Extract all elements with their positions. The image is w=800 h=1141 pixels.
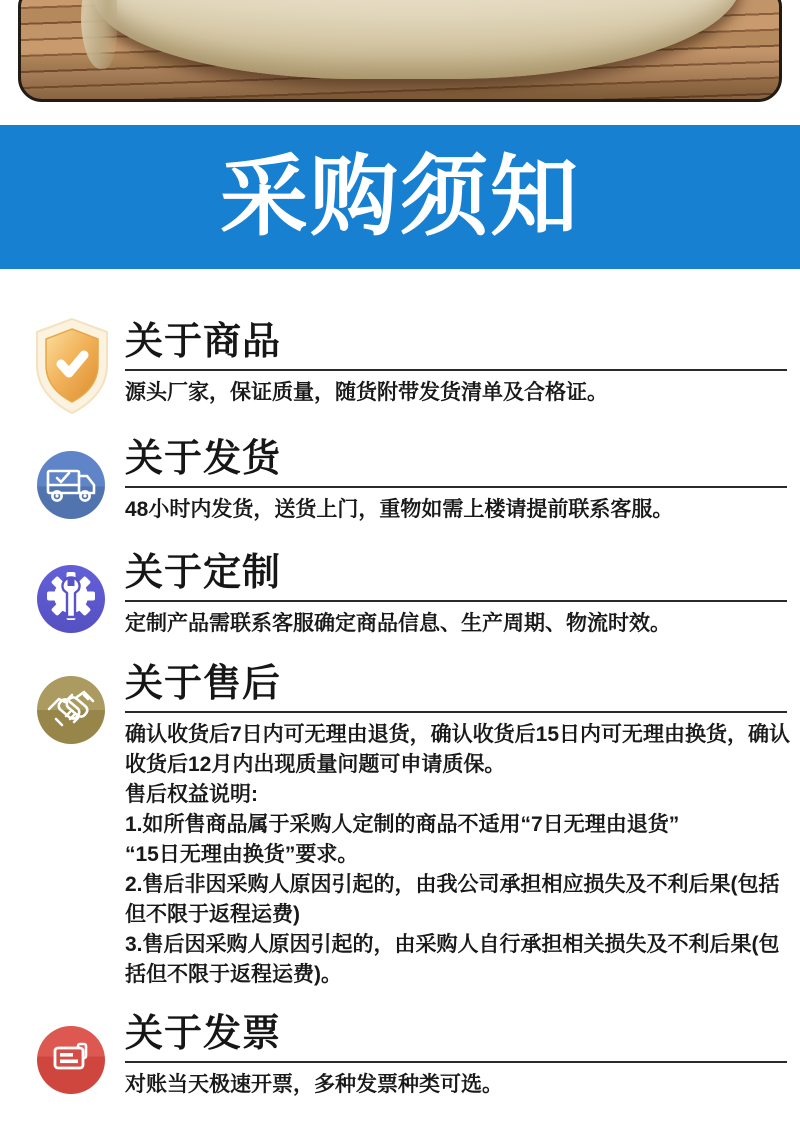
body-line: 但不限于返程运费)	[125, 903, 300, 926]
body-line: 对账当天极速开票，多种发票种类可选。	[125, 1073, 503, 1096]
gear-wrench-icon	[36, 564, 106, 634]
section-about-invoice	[0, 1012, 800, 1100]
handshake-icon	[36, 675, 106, 745]
body-line: 1.如所售商品属于采购人定制的商品不适用“7日无理由退货”	[125, 813, 680, 836]
section-about-aftersales	[0, 662, 800, 990]
section-title: 关于定制	[125, 552, 282, 594]
body-line: 3.售后因采购人原因引起的，由采购人自行承担相关损失及不利后果(包	[125, 933, 780, 956]
section-body	[125, 720, 791, 990]
section-about-product	[0, 320, 800, 408]
body-line: 售后权益说明:	[125, 783, 258, 806]
bag-fold-highlight	[81, 0, 117, 69]
section-body	[125, 495, 787, 525]
product-photo	[18, 0, 782, 102]
invoice-icon	[36, 1025, 106, 1095]
banner-title: 采购须知	[219, 147, 580, 246]
body-line: 源头厂家，保证质量，随货附带发货清单及合格证。	[125, 381, 608, 404]
body-line: 确认收货后7日内可无理由退货，确认收货后15日内可无理由换货，确认	[125, 723, 791, 746]
section-about-customization	[0, 551, 800, 639]
section-title: 关于售后	[125, 663, 282, 705]
delivery-truck-icon	[36, 450, 106, 520]
divider	[125, 711, 787, 713]
body-line: 收货后12月内出现质量问题可申请质保。	[125, 753, 506, 776]
body-line: 括但不限于返程运费)。	[125, 963, 342, 986]
body-line: 定制产品需联系客服确定商品信息、生产周期、物流时效。	[125, 612, 671, 635]
product-bag-shape	[93, 0, 741, 79]
section-body	[125, 1070, 787, 1100]
body-line: 48小时内发货，送货上门，重物如需上楼请提前联系客服。	[125, 498, 674, 521]
divider	[125, 1061, 787, 1063]
divider	[125, 600, 787, 602]
section-about-shipping	[0, 437, 800, 525]
purchase-notice-banner	[0, 125, 800, 269]
section-body	[125, 609, 787, 639]
section-body	[125, 378, 787, 408]
body-line: “15日无理由换货”要求。	[125, 843, 359, 866]
section-title: 关于发票	[125, 1013, 282, 1055]
shield-check-icon	[32, 317, 112, 415]
section-title: 关于发货	[125, 438, 282, 480]
body-line: 2.售后非因采购人原因引起的，由我公司承担相应损失及不利后果(包括	[125, 873, 780, 896]
section-title: 关于商品	[125, 321, 282, 363]
divider	[125, 486, 787, 488]
divider	[125, 369, 787, 371]
